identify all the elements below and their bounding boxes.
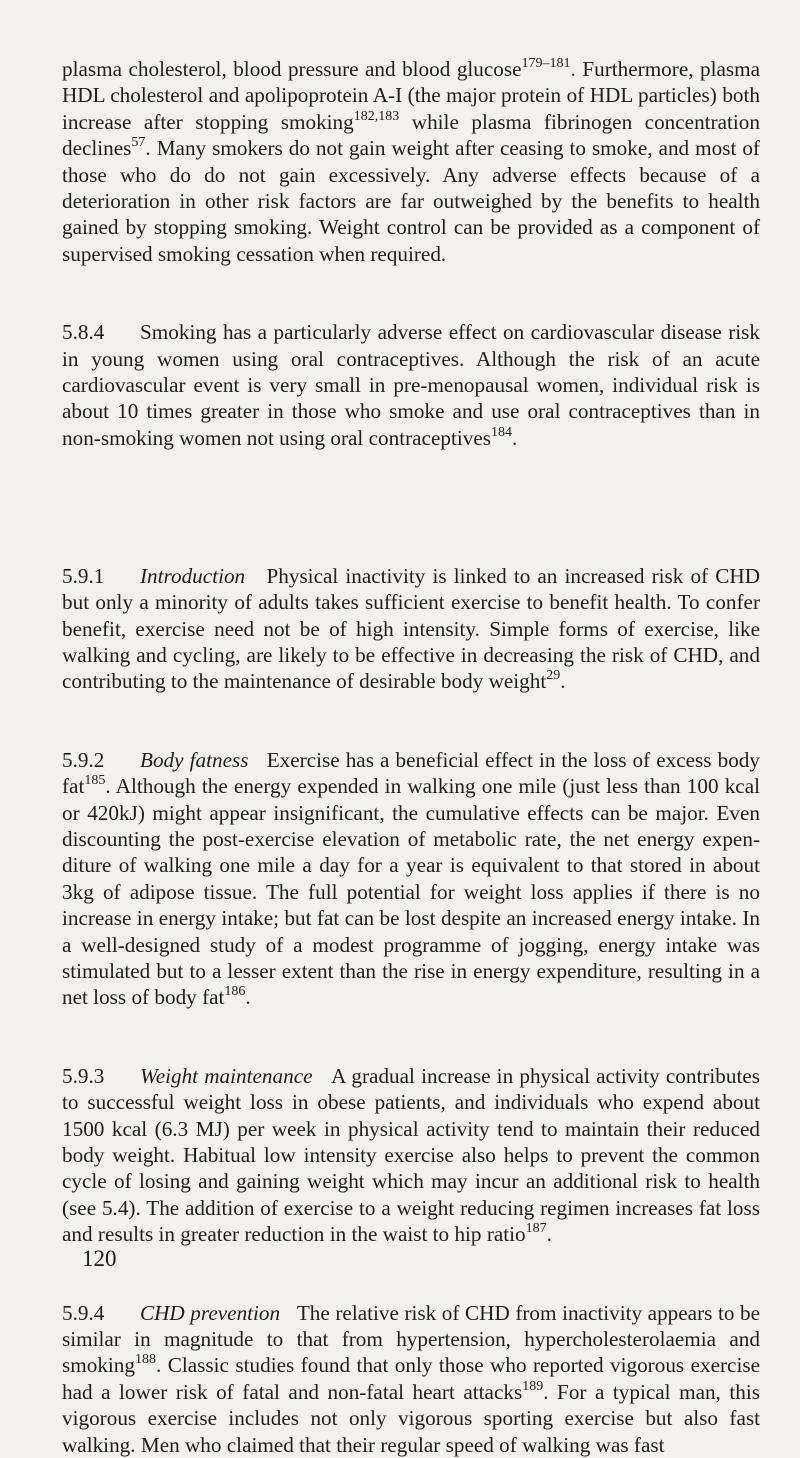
section-number: 5.8.4 (62, 320, 105, 345)
text: . Furthermore, plasma HDL cholesterol and apolipoprotein A-I (the major protein of HDL particles) both increase after stopping smoking (62, 57, 761, 134)
subsection-title: CHD prevention (140, 1300, 281, 1325)
text: . For a typical man, this vigorous exercise includes not only vigorous sporting exercise but also fast walking. Men who claimed that their regular speed of walking was fast (62, 1379, 760, 1457)
text: Exercise has a beneficial effect in the loss of excess body fat (62, 747, 760, 799)
text: . (511, 425, 518, 450)
text: . (245, 985, 251, 1010)
citation-ref: 188 (135, 1352, 156, 1368)
spacer (62, 1011, 760, 1063)
section-number: 5.9.4 (62, 1300, 105, 1325)
paragraph-5-9-4 (62, 1300, 760, 1458)
spacer (62, 1248, 760, 1300)
spacer (62, 451, 760, 503)
spacer (62, 530, 760, 563)
text: A gradual increase in physical activity contributes to successful weight loss in obese patients, and individuals who expend about 1500 kcal (6.3 MJ) per week in physical activity tend to maintain their reduced body weight. Habitual low intensity exercise also helps to prevent the common cycle of losing and gaining weight which may incur an additional risk to health (see 5.4). The addition of exercise to a weight reducing regimen increases fat loss and results in greater reduction in the waist to hip ratio (62, 1063, 761, 1247)
paragraph-5-9-1 (62, 563, 760, 695)
text: . Although the energy expended in walking one mile (just less than 100 kcal or 420kJ) might appear insignificant, the cumulative effects can be major. Even discounting the post-exercise elevation of metabolic rate, the net energy expenditure of walking one mile a day for a year is equivalent to that stored in about 3kg of adipose tissue. The full potential for weight loss applies if there is no increase in energy intake; but fat can be lost despite an increased energy intake. In a well-designed study of a modest programme of jogging, energy intake was stimulated but to a lesser extent than the rise in energy expenditure, resulting in a net loss of body fat (62, 774, 760, 1010)
text: . (546, 1222, 552, 1247)
text: . (560, 669, 566, 694)
citation-ref: 185 (84, 773, 106, 789)
text: while plasma fibrinogen concentration declines (62, 109, 760, 161)
section-number: 5.9.3 (62, 1063, 105, 1088)
citation-ref: 182,183 (353, 108, 400, 124)
citation-ref: 179–181 (521, 56, 571, 71)
subsection-title: Body fatness (140, 747, 249, 772)
section-number: 5.9.1 (62, 563, 105, 588)
paragraph-smoking-cessation-effects (62, 56, 760, 267)
text: The relative risk of CHD from inactivity appears to be similar in magnitude to that from hypertension, hypercholesterolaemia and smoking (62, 1300, 760, 1378)
citation-ref: 187 (525, 1221, 547, 1237)
text: Smoking has a particularly adverse effect on cardiovascular disease risk in young women using oral contraceptives. Although the risk of an acute cardiovascular event is very small in pre-menopausal women, individual risk is about 10 times greater in those who smoke and use oral contraceptives than in non-smoking women not using oral contraceptives (62, 320, 760, 450)
subsection-title: Introduction (140, 563, 246, 588)
paragraph-5-8-4 (62, 319, 760, 451)
paragraph-5-9-3 (62, 1063, 760, 1248)
text: Physical inactivity is linked to an increased risk of CHD but only a minority of adults takes sufficient exercise to benefit health. To confer benefit, exercise need not be of high intensity. Simple forms of exercise, like walking and cycling, are likely to be effective in decreasing the risk of CHD, and contributing to the maintenance of desirable body weight (62, 563, 760, 694)
spacer (62, 695, 760, 747)
citation-ref: 189 (522, 1378, 544, 1394)
text: plasma cholesterol, blood pressure and blood glucose (62, 57, 522, 81)
citation-ref: 184 (490, 424, 512, 440)
paragraph-5-9-2 (62, 747, 760, 1011)
citation-ref: 57 (131, 135, 146, 151)
text: . Many smokers do not gain weight after ceasing to smoke, and most of those who do do not gain excessively. Any adverse effects because of a deterioration in other risk factors are far outweighed by the benefits to health gained by stopping smoking. Weight control can be provided as a component of supervised smoking cessation when required. (62, 136, 760, 266)
citation-ref: 186 (224, 984, 246, 1000)
section-number: 5.9.2 (62, 747, 105, 772)
page-number: 120 (82, 1246, 117, 1271)
spacer (62, 267, 760, 319)
subsection-title: Weight maintenance (140, 1063, 313, 1088)
citation-ref: 29 (546, 668, 561, 684)
text: . Classic studies found that only those who reported vigorous exercise had a lower risk of fatal and non-fatal heart attacks (62, 1353, 760, 1404)
section-heading-physical-activity (62, 503, 760, 529)
